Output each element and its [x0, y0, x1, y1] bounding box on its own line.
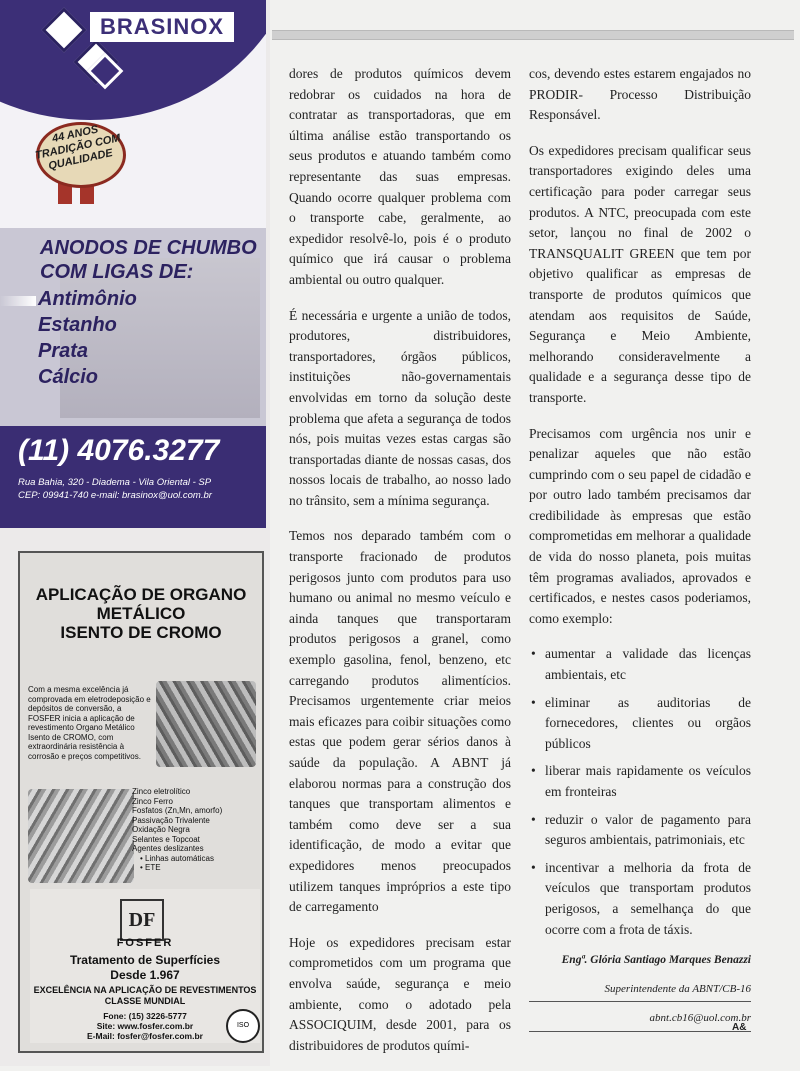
ad-headline [40, 236, 257, 284]
fosfer-advertisement [18, 551, 264, 1053]
metal-item: Prata [38, 340, 89, 362]
decorative-bar [0, 296, 36, 306]
service-item: Fosfatos (Zn,Mn, amorfo) [132, 806, 223, 815]
fosfer-brand: FOSFER [116, 937, 174, 949]
address-line: CEP: 09941-740 e-mail: brasinox@uol.com.br [18, 490, 212, 501]
fosfer-email: E-Mail: fosfer@fosfer.com.br [87, 1031, 203, 1041]
metal-item: Estanho [38, 314, 117, 336]
screws-photo [156, 681, 256, 767]
metal-item: Cálcio [38, 366, 99, 388]
brasinox-advertisement [0, 0, 266, 528]
author-name: Engª. Glória Santiago Marques Benazzi [561, 954, 751, 967]
fosfer-slogan: EXCELÊNCIA NA APLICAÇÃO DE REVESTIMENTOS [33, 985, 257, 995]
article-paragraph: dores de produtos químicos devem redobrar os cuidados na hora de contratar as transportadoras, que em última análise estão transportando os seus produtos e atuando também como representante das suas empresas. Quando ocorre qualquer problema com o transporte cabe, geralmente, ao expedidor resolvê-lo, pois é o produto químico que irá causar o problema ambiental ou outro qualquer. [289, 66, 511, 287]
fosfer-since: Desde 1.967 [110, 968, 180, 982]
headline-line-1: ANODOS DE CHUMBO [40, 237, 257, 259]
fosfer-ad-title [20, 585, 262, 642]
article-paragraph: cos, devendo estes estarem engajados no PRODIR- Processo Distribuição Responsável. [529, 66, 751, 123]
brasinox-phone: (11) 4076.3277 [18, 434, 220, 467]
author-email: abnt.cb16@uol.com.br [529, 1008, 751, 1032]
metal-item: Antimônio [38, 288, 137, 310]
fosfer-slogan-2: CLASSE MUNDIAL [104, 996, 186, 1006]
list-item: • incentivar a melhoria da frota de veículos que transportam produtos perigosos, a semelhança do que ocorre com a frota de táxis. [545, 858, 751, 940]
fosfer-site: Site: www.fosfer.com.br [96, 1021, 194, 1031]
header-rule [272, 30, 794, 40]
bolts-photo [28, 789, 134, 883]
fosfer-tagline: Tratamento de Superfícies [69, 953, 221, 967]
fosfer-phone: Fone: (15) 3226-5777 [103, 1011, 187, 1021]
article-paragraph: É necessária e urgente a união de todos, produtores, distribuidores, transportadores, órgãos públicos, instituições não-governamentais envolvidas em torno da solução deste problema que afeta a segurança de todos nós, pois muitas vezes estas cargas são transportadas diante de nossas casas, dos nossos locais de trabalho, ao nosso lado no trânsito, sem a mínima segurança. [289, 307, 511, 508]
certification-badge-icon: ISO [226, 1009, 260, 1043]
article-column-2 [529, 64, 751, 1032]
service-item: Oxidação Negra [132, 825, 190, 834]
article-paragraph: Os expedidores precisam qualificar seus transportadores exigindo deles uma certificação para poder carregar seus produtos. A NTC, preocupada com este setor, lançou no final de 2002 o TRANSQUALIT GREEN que tem por objetivo qualificar as empresas de transporte de produtos químicos que atendam aos requisitos de Saúde, Segurança e Meio Ambiente, melhorando consideravelmente a qualidade e a segurança desse tipo de transporte. [529, 142, 751, 405]
metal-list [38, 286, 137, 390]
fosfer-contact-block [30, 889, 260, 1043]
list-item: • liberar mais rapidamente os veículos em fronteiras [545, 761, 751, 802]
end-mark-icon: A& [732, 1022, 747, 1033]
seal-text: 44 ANOS TRADIÇÃO COM QUALIDADE [34, 123, 122, 173]
service-item: Agentes deslizantes [132, 844, 204, 853]
list-item: • eliminar as auditorias de fornecedores, clientes ou orgãos públicos [545, 693, 751, 755]
service-item: • ETE [140, 863, 161, 872]
advertisements-column [0, 0, 270, 1066]
anniversary-seal-icon [28, 122, 128, 204]
article-column-1 [289, 64, 511, 1071]
article-paragraph: Temos nos deparado também com o transporte fracionado de produtos perigosos junto com produtos para uso humano ou animal no mesmo veículo e ainda tanques que transportaram produtos perigosos a granel, como exemplo gasolina, fenol, benzeno, etc carregando produtos alimentícios. Precisamos urgentemente criar meios mais eficazes para coibir situações como estas que podem gerar sérios danos à saúde da população. A ABNT já elaborou normas para a construção dos tanques que transportam alimentos e também como deve ser a sua identificação, de modo a evitar que expedidores menos preocupados utilizem tanques impróprios a este tipo de carregamento [289, 528, 511, 915]
brasinox-brand-name: BRASINOX [90, 12, 234, 42]
service-item: • Linhas automáticas [140, 853, 214, 863]
service-item: Zinco Ferro [132, 796, 173, 806]
headline-line-2: COM LIGAS DE: [40, 261, 194, 283]
fosfer-services-list [132, 787, 264, 873]
article-paragraph: Precisamos com urgência nos unir e penalizar aqueles que não estão cumprindo com o seu papel de cidadão e por outro lado também precisamos dar credibilidade às empresas que estão comprometidas em melhorar a qualidade de vida do nosso planeta, pois muitas têm programas avaliados, aprovados e certificados, e nestes casos poderiamos, como exemplo: [529, 425, 751, 626]
title-line: ISENTO DE CROMO [60, 623, 222, 642]
service-item: Selantes e Topcoat [132, 834, 200, 844]
service-item: Zinco eletrolítico [132, 787, 191, 796]
list-item: • aumentar a validade das licenças ambientais, etc [545, 644, 751, 685]
article-paragraph: Hoje os expedidores precisam estar comprometidos com um programa que envolva saúde, segurança e meio ambiente, como o adotado pela ASSOCIQUIM, desde 2001, para os distribuidores de produtos quími- [289, 934, 511, 1053]
title-line: METÁLICO [96, 604, 186, 623]
service-item: Passivação Trivalente [132, 815, 210, 825]
author-role: Superintendente da ABNT/CB-16 [529, 979, 751, 1003]
list-item: • reduzir o valor de pagamento para seguros ambientais, patrimoniais, etc [545, 810, 751, 851]
title-line: APLICAÇÃO DE ORGANO [35, 585, 247, 604]
fosfer-intro-text: Com a mesma excelência já comprovada em eletrodeposição e depósitos de conversão, a FOSFER inicia a aplicação de revestimento Organo Metálico Isento de CROMO, com extraordinária resistência à corrosão e preços competitivos. [28, 685, 151, 761]
brasinox-address [18, 476, 212, 502]
suggestions-list [529, 644, 751, 940]
fosfer-logo-icon: DF [120, 899, 164, 941]
address-line: Rua Bahia, 320 - Diadema - Vila Oriental - SP [18, 477, 212, 488]
